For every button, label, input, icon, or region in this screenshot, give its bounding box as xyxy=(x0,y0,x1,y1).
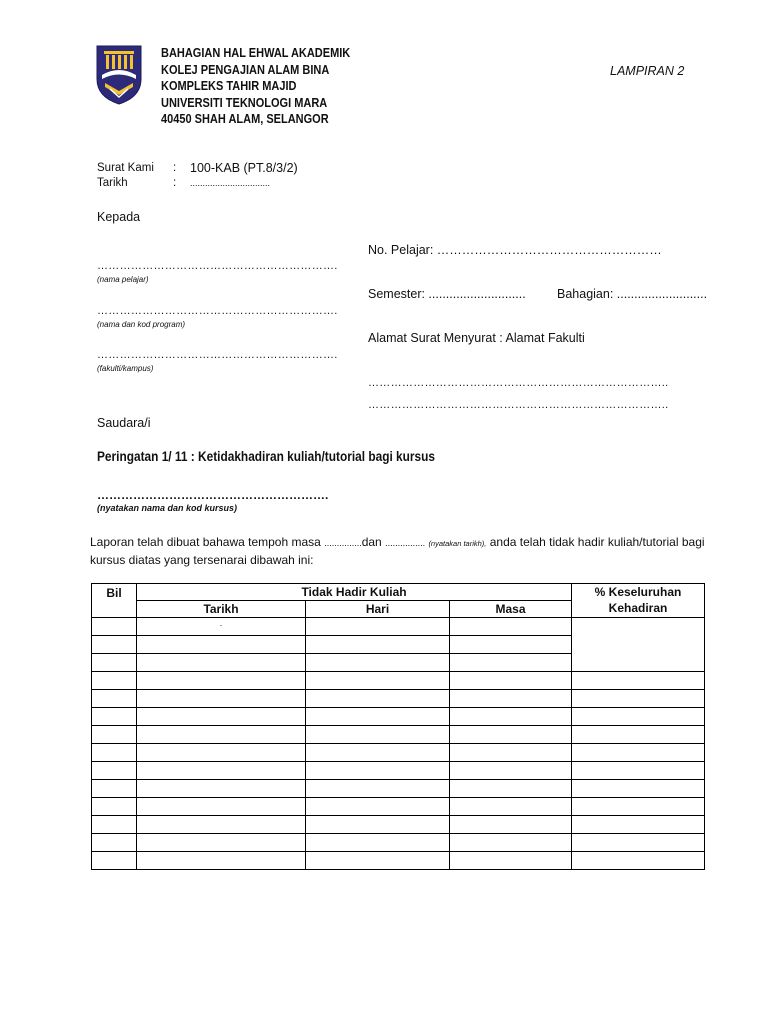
bil-cell[interactable] xyxy=(92,798,137,816)
masa-cell[interactable] xyxy=(450,798,572,816)
alamat-dots-2: …………………………………………………………………….. xyxy=(368,399,669,411)
table-row xyxy=(92,726,705,744)
bil-cell[interactable] xyxy=(92,636,137,654)
percent-cell[interactable] xyxy=(572,708,705,726)
student-name-dots: ………………………………………………………. xyxy=(97,260,338,272)
report-part-1: Laporan telah dibuat bahawa tempoh masa xyxy=(90,535,321,549)
bil-cell[interactable] xyxy=(92,780,137,798)
tidak-hadir-header: Tidak Hadir Kuliah xyxy=(137,584,572,601)
percent-header-line-1: % Keseluruhan xyxy=(594,585,682,599)
report-dan: dan xyxy=(361,535,382,549)
tarikh-cell[interactable] xyxy=(137,780,306,798)
percent-cell[interactable] xyxy=(572,798,705,816)
surat-kami-label: Surat Kami xyxy=(97,162,154,174)
hari-cell[interactable] xyxy=(306,816,450,834)
saudara-label: Saudara/i xyxy=(97,416,151,430)
report-date-hint: (nyatakan tarikh), xyxy=(428,539,487,548)
program-dots: ………………………………………………………. xyxy=(97,305,338,317)
masa-cell[interactable] xyxy=(450,636,572,654)
masa-cell[interactable] xyxy=(450,726,572,744)
bil-cell[interactable] xyxy=(92,726,137,744)
bil-cell[interactable] xyxy=(92,852,137,870)
attendance-table xyxy=(91,583,705,870)
percent-cell[interactable] xyxy=(572,618,705,672)
percent-cell[interactable] xyxy=(572,744,705,762)
hari-cell[interactable] xyxy=(306,834,450,852)
course-dots: …………………………………………………. xyxy=(97,488,329,502)
percent-header-line-2: Kehadiran xyxy=(608,601,668,615)
bil-cell[interactable] xyxy=(92,708,137,726)
header-line-3: KOMPLEKS TAHIR MAJID xyxy=(161,79,297,93)
bil-header: Bil xyxy=(92,584,137,618)
hari-cell[interactable] xyxy=(306,780,450,798)
tarikh-cell[interactable] xyxy=(137,852,306,870)
table-row xyxy=(92,690,705,708)
table-row xyxy=(92,744,705,762)
masa-cell[interactable] xyxy=(450,744,572,762)
table-row xyxy=(92,618,705,636)
faculty-dots: ………………………………………………………. xyxy=(97,349,338,361)
bil-cell[interactable] xyxy=(92,834,137,852)
document-title: Peringatan 1/ 11 : Ketidakhadiran kuliah/tutorial bagi kursus xyxy=(97,449,436,464)
tarikh-value: ................................ xyxy=(190,178,271,188)
faculty-hint: (fakulti/kampus) xyxy=(97,364,154,373)
table-row xyxy=(92,708,705,726)
bil-cell[interactable] xyxy=(92,690,137,708)
attendance-table-body xyxy=(92,618,705,870)
tarikh-cell[interactable] xyxy=(137,654,306,672)
hari-cell[interactable] xyxy=(306,852,450,870)
tarikh-cell[interactable] xyxy=(137,636,306,654)
tarikh-cell[interactable] xyxy=(137,726,306,744)
percent-cell[interactable] xyxy=(572,834,705,852)
report-dots-b: ................ xyxy=(385,538,426,548)
table-row xyxy=(92,672,705,690)
tarikh-cell[interactable]: . xyxy=(137,618,306,636)
hari-header: Hari xyxy=(306,601,450,618)
program-hint: (nama dan kod program) xyxy=(97,320,186,329)
percent-cell[interactable] xyxy=(572,852,705,870)
table-row xyxy=(92,762,705,780)
percent-cell[interactable] xyxy=(572,780,705,798)
table-row xyxy=(92,780,705,798)
tarikh-header: Tarikh xyxy=(137,601,306,618)
hari-cell[interactable] xyxy=(306,690,450,708)
masa-cell[interactable] xyxy=(450,762,572,780)
table-row xyxy=(92,852,705,870)
hari-cell[interactable] xyxy=(306,654,450,672)
masa-cell[interactable] xyxy=(450,690,572,708)
percent-cell[interactable] xyxy=(572,690,705,708)
hari-cell[interactable] xyxy=(306,672,450,690)
bil-cell[interactable] xyxy=(92,618,137,636)
table-row xyxy=(92,816,705,834)
header-line-5: 40450 SHAH ALAM, SELANGOR xyxy=(161,112,329,126)
masa-cell[interactable] xyxy=(450,672,572,690)
hari-cell[interactable] xyxy=(306,726,450,744)
hari-cell[interactable] xyxy=(306,744,450,762)
no-pelajar-field: No. Pelajar: ……………………………………………… xyxy=(368,243,662,257)
bil-cell[interactable] xyxy=(92,654,137,672)
kepada-label: Kepada xyxy=(97,210,141,224)
report-dots-a: ............... xyxy=(324,538,362,548)
hari-cell[interactable] xyxy=(306,618,450,636)
percent-cell[interactable] xyxy=(572,762,705,780)
tarikh-cell[interactable] xyxy=(137,690,306,708)
tarikh-cell[interactable] xyxy=(137,816,306,834)
masa-cell[interactable] xyxy=(450,816,572,834)
tarikh-cell[interactable] xyxy=(137,798,306,816)
masa-cell[interactable] xyxy=(450,654,572,672)
uitm-logo-icon xyxy=(96,45,142,105)
header-line-2: KOLEJ PENGAJIAN ALAM BINA xyxy=(161,62,330,77)
percent-cell[interactable] xyxy=(572,726,705,744)
percent-cell[interactable] xyxy=(572,672,705,690)
masa-cell[interactable] xyxy=(450,708,572,726)
table-row xyxy=(92,834,705,852)
masa-cell[interactable] xyxy=(450,618,572,636)
hari-cell[interactable] xyxy=(306,798,450,816)
bil-cell[interactable] xyxy=(92,744,137,762)
surat-kami-value: 100-KAB (PT.8/3/2) xyxy=(190,161,298,175)
masa-cell[interactable] xyxy=(450,834,572,852)
hari-cell[interactable] xyxy=(306,762,450,780)
masa-cell[interactable] xyxy=(450,780,572,798)
bil-cell[interactable] xyxy=(92,816,137,834)
table-row xyxy=(92,798,705,816)
header-line-1: BAHAGIAN HAL EHWAL AKADEMIK xyxy=(161,46,351,60)
alamat-field: Alamat Surat Menyurat : Alamat Fakulti xyxy=(368,331,585,345)
masa-header: Masa xyxy=(450,601,572,618)
header-line-4: UNIVERSITI TEKNOLOGI MARA xyxy=(161,95,328,110)
percent-cell[interactable] xyxy=(572,816,705,834)
tarikh-cell[interactable] xyxy=(137,744,306,762)
tarikh-cell[interactable] xyxy=(137,834,306,852)
bil-cell[interactable] xyxy=(92,762,137,780)
report-paragraph xyxy=(90,534,710,568)
masa-cell[interactable] xyxy=(450,852,572,870)
lampiran-label: LAMPIRAN 2 xyxy=(610,64,685,78)
course-hint: (nyatakan nama dan kod kursus) xyxy=(97,503,238,513)
tarikh-label: Tarikh xyxy=(97,177,128,189)
percent-header xyxy=(572,584,705,618)
tarikh-cell[interactable] xyxy=(137,708,306,726)
student-name-hint: (nama pelajar) xyxy=(97,275,149,284)
institution-header xyxy=(161,45,376,128)
hari-cell[interactable] xyxy=(306,636,450,654)
semester-field: Semester: ............................ xyxy=(368,287,526,301)
tarikh-cell[interactable] xyxy=(137,672,306,690)
tarikh-sep: : xyxy=(173,177,177,189)
report-part-2: anda telah tidak hadir kuliah/tutorial bagi kursus diatas yang tersenarai dibawah ini: xyxy=(90,535,705,567)
alamat-dots-1: …………………………………………………………………….. xyxy=(368,377,669,389)
bil-cell[interactable] xyxy=(92,672,137,690)
surat-kami-sep: : xyxy=(173,162,177,174)
hari-cell[interactable] xyxy=(306,708,450,726)
tarikh-cell[interactable] xyxy=(137,762,306,780)
bahagian-field: Bahagian: .......................... xyxy=(557,287,708,301)
